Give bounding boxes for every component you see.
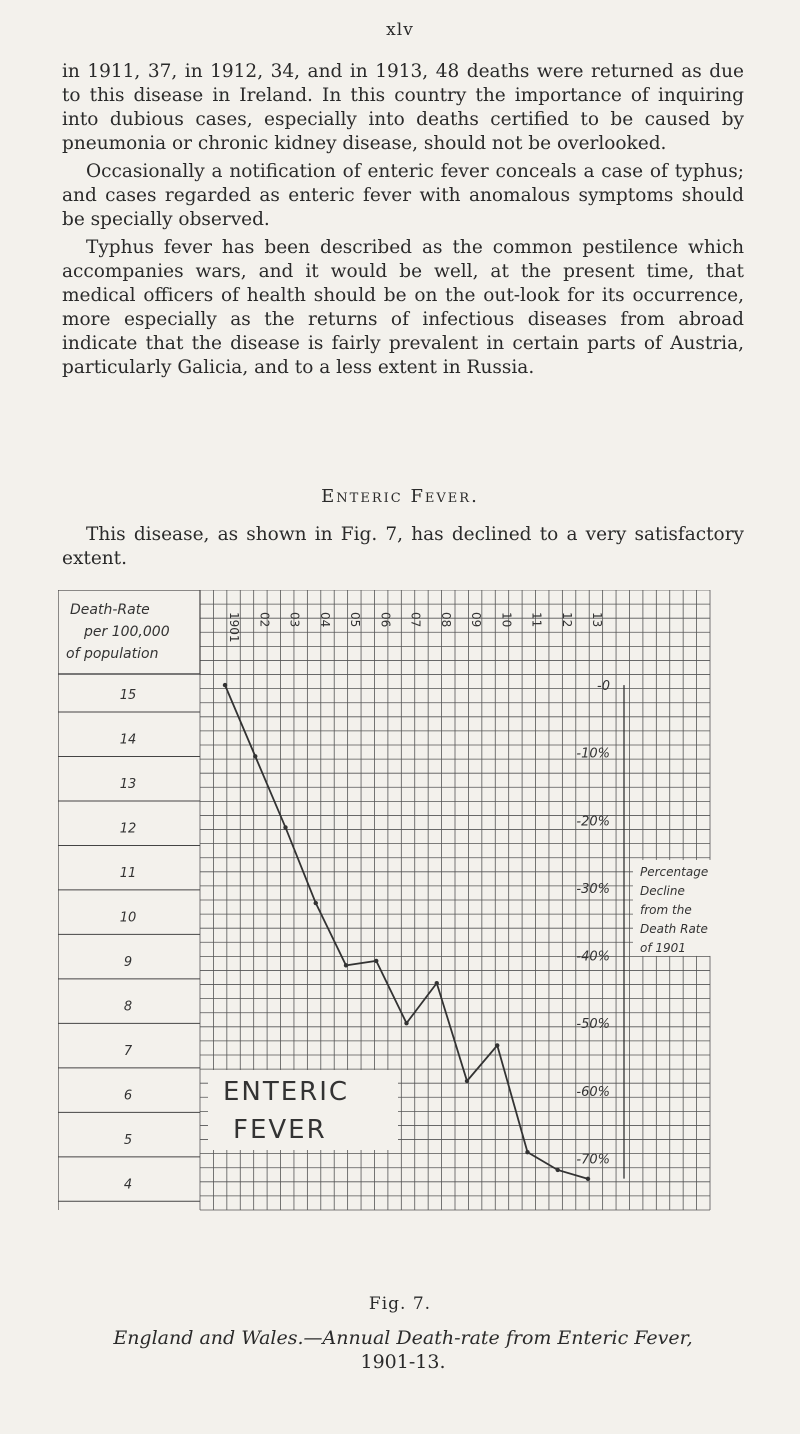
data-point	[586, 1177, 590, 1181]
chart-header	[58, 590, 200, 674]
data-point	[465, 1079, 469, 1083]
x-tick-label: 10	[499, 612, 514, 628]
page-number: xlv	[386, 20, 414, 40]
body-text	[62, 60, 744, 384]
percentage-label: -30%	[576, 881, 610, 897]
ylabel-line-3: of population	[66, 646, 159, 662]
y-tick-label: 4	[123, 1177, 133, 1193]
x-tick-label: 03	[287, 612, 302, 628]
paragraph-3: Typhus fever has been described as the common pestilence which accompanies wars, and it would be well, at the present time, that medical officers of health should be on the out-look for its occurrence, more especially as the returns of infectious diseases from abroad indicate that the disease is fairly prevalent in certain parts of Austria, particularly Galicia, and to a less extent in Russia.	[62, 237, 744, 378]
y-tick-label: 5	[123, 1132, 133, 1148]
data-point	[223, 683, 227, 687]
chart-title-line-2: FEVER	[233, 1115, 327, 1145]
y-tick-label: 7	[123, 1043, 133, 1059]
x-tick-label: 05	[348, 612, 362, 628]
section-heading: Enteric Fever.	[321, 486, 479, 507]
y-tick-label: 12	[119, 821, 137, 837]
paragraph-2: Occasionally a notification of enteric fever conceals a case of typhus; and cases regarded as enteric fever with anomalous symptoms should be specially observed.	[62, 161, 744, 230]
data-point	[435, 981, 439, 985]
caption-italic: England and Wales.—Annual Death-rate from Enteric Fever,	[113, 1327, 693, 1349]
annotation-line: Decline	[640, 883, 685, 898]
figure-caption	[62, 1326, 744, 1374]
ylabel-line-2: per 100,000	[84, 624, 170, 640]
data-point	[525, 1150, 529, 1154]
data-point	[404, 1021, 408, 1025]
x-tick-label: 06	[378, 612, 393, 628]
percentage-scale	[576, 679, 624, 1179]
x-tick-label: 08	[438, 612, 453, 628]
data-point	[556, 1168, 560, 1172]
percentage-label: -50%	[576, 1017, 610, 1033]
y-tick-label: 13	[119, 776, 137, 792]
x-tick-label: 11	[529, 612, 544, 628]
annotation-line: Death Rate	[640, 921, 708, 936]
annotation-line: of 1901	[640, 940, 686, 955]
paragraph-1: in 1911, 37, in 1912, 34, and in 1913, 48 deaths were returned as due to this disease in Ireland. In this country the importance of inquiring into dubious cases, especially into deaths certified to be caused by pneumonia or chronic kidney disease, should not be overlooked.	[62, 61, 744, 154]
chart-figure	[58, 590, 722, 1226]
percentage-label: -20%	[576, 814, 610, 830]
percentage-label: -10%	[576, 746, 610, 762]
x-tick-labels	[227, 612, 604, 643]
chart-title-line-1: ENTERIC	[223, 1077, 350, 1107]
x-tick-label: 02	[257, 612, 272, 628]
enteric-fever-chart	[58, 590, 722, 1226]
y-tick-label: 6	[123, 1088, 133, 1104]
caption-years: 1901-13.	[360, 1351, 446, 1373]
percentage-label: -70%	[576, 1152, 610, 1168]
percentage-label: -40%	[576, 949, 610, 965]
data-point	[314, 901, 318, 905]
y-tick-label: 11	[119, 865, 137, 881]
ylabel-line-1: Death-Rate	[70, 602, 150, 618]
y-tick-labels	[58, 688, 200, 1201]
y-tick-label: 10	[119, 910, 137, 926]
y-tick-label: 8	[123, 999, 133, 1015]
x-tick-label: 07	[408, 612, 423, 628]
data-point	[495, 1043, 499, 1047]
x-tick-label: 12	[559, 612, 574, 628]
x-tick-label: 1901	[227, 612, 241, 643]
annotation-line: from the	[640, 902, 692, 917]
data-point	[344, 963, 348, 967]
data-point	[253, 754, 257, 758]
percentage-annotation	[633, 860, 721, 956]
section-intro: This disease, as shown in Fig. 7, has declined to a very satisfactory extent.	[62, 524, 744, 569]
y-tick-label: 14	[119, 732, 137, 748]
percentage-label: -60%	[576, 1084, 610, 1100]
data-point	[283, 825, 287, 829]
data-point	[374, 959, 378, 963]
x-tick-label: 13	[590, 612, 604, 628]
percentage-label: -0	[597, 679, 610, 695]
y-tick-label: 15	[119, 688, 137, 703]
x-tick-label: 09	[469, 612, 483, 628]
x-tick-label: 04	[317, 612, 332, 628]
y-tick-label: 9	[123, 954, 133, 970]
annotation-line: Percentage	[640, 864, 709, 879]
figure-label: Fig. 7.	[368, 1294, 432, 1314]
